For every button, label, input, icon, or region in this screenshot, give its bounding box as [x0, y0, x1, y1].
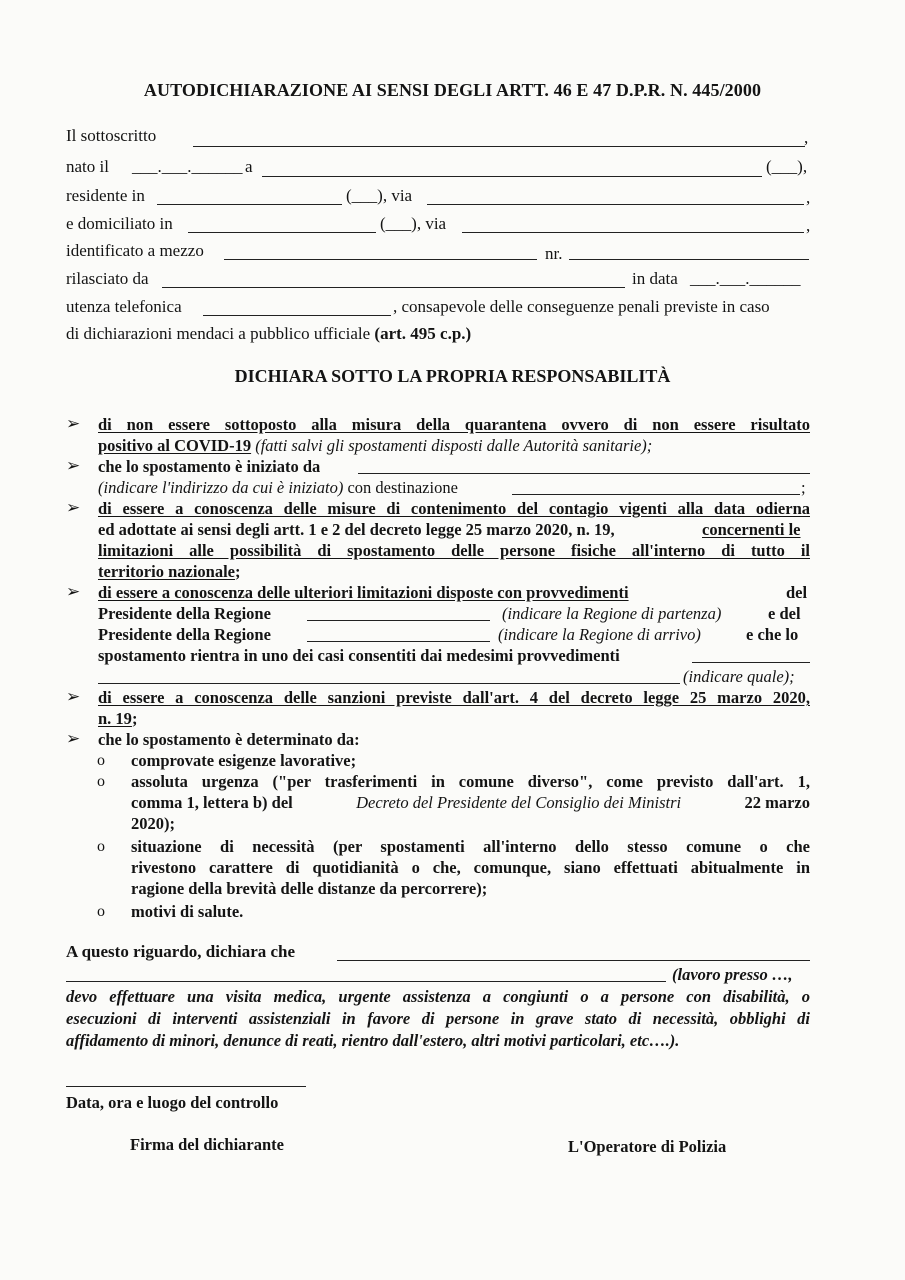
field-residenza[interactable]	[157, 204, 342, 205]
field-data-rilascio[interactable]: ___.___.______	[690, 269, 801, 288]
field-utenza[interactable]	[203, 315, 391, 316]
bullet-4-line-2i: (indicare la Regione di partenza)	[502, 604, 722, 623]
field-data-ora-luogo[interactable]	[66, 1086, 306, 1087]
field-destinazione[interactable]	[512, 494, 800, 495]
bullet-3-line-1: di essere a conoscenza delle misure di contenimento del contagio vigenti alla data odierna	[98, 499, 810, 518]
bullet-3-line-3: limitazioni alle possibilità di spostamento delle persone fisiche all'interno di tutto il	[98, 541, 810, 560]
bullet-4-line-2b: e del	[768, 604, 801, 623]
subitem-4: motivi di salute.	[131, 902, 244, 921]
bullet-2-line-2: (indicare l'indirizzo da cui è iniziato) con destinazione	[98, 478, 458, 497]
circle-bullet-icon: o	[97, 773, 105, 790]
bullet-4-line-2a: Presidente della Regione	[98, 604, 271, 623]
bullet-3-line-2b: concernenti le	[702, 520, 801, 539]
field-numero-documento[interactable]	[569, 259, 809, 260]
subitem-1: comprovate esigenze lavorative;	[131, 751, 357, 770]
subitem-2-line-1: assoluta urgenza ("per trasferimenti in comune diverso", come previsto dall'art. 1,	[131, 772, 810, 791]
subitem-2-line-2: comma 1, lettera b) del Decreto del Presidente del Consiglio dei Ministri 22 marzo	[131, 793, 810, 812]
label-utenza: utenza telefonica	[66, 297, 182, 316]
bullet-4-line-3i: (indicare la Regione di arrivo)	[498, 625, 701, 644]
field-motivazione-cont[interactable]	[66, 981, 666, 982]
field-sottoscritto[interactable]	[193, 146, 805, 147]
arrow-bullet-icon: ➢	[66, 687, 81, 706]
bullet-3-line-2a: ed adottate ai sensi degli artt. 1 e 2 del decreto legge 25 marzo 2020, n. 19,	[98, 520, 615, 539]
field-provvedimento[interactable]	[692, 662, 810, 663]
comma: ,	[806, 188, 811, 207]
circle-bullet-icon: o	[97, 903, 105, 920]
arrow-bullet-icon: ➢	[66, 498, 81, 517]
field-regione-arrivo[interactable]	[307, 641, 490, 642]
text-lavoro-presso: (lavoro presso …,	[672, 965, 793, 984]
subitem-3-line-3: ragione della brevità delle distanze da percorrere);	[131, 879, 488, 898]
text-dichiarazioni: di dichiarazioni mendaci a pubblico ufficiale (art. 495 c.p.)	[66, 324, 472, 343]
label-a: a	[245, 157, 253, 176]
document-title: AUTODICHIARAZIONE AI SENSI DEGLI ARTT. 46 E 47 D.P.R. N. 445/2000	[143, 80, 762, 100]
bullet-4-line-5i: (indicare quale);	[683, 667, 795, 686]
comma: ,	[806, 216, 811, 235]
semicolon: ;	[801, 478, 806, 497]
field-rilasciato-da[interactable]	[162, 287, 625, 288]
field-regione-partenza[interactable]	[307, 620, 490, 621]
label-residente-in: residente in	[66, 186, 145, 205]
bullet-4-line-3a: Presidente della Regione	[98, 625, 271, 644]
bullet-4-line-1a: di essere a conoscenza delle ulteriori limitazioni disposte con provvedimenti	[98, 583, 629, 602]
bullet-1-line-2: positivo al COVID-19 (fatti salvi gli spostamenti disposti dalle Autorità sanitarie);	[98, 436, 653, 455]
field-domicilio-prov[interactable]: (___), via	[380, 214, 447, 233]
field-domicilio-via[interactable]	[462, 232, 804, 233]
bullet-6-line-1: che lo spostamento è determinato da:	[98, 730, 360, 749]
arrow-bullet-icon: ➢	[66, 456, 81, 475]
subitem-2-line-3: 2020);	[131, 814, 175, 833]
arrow-bullet-icon: ➢	[66, 414, 81, 433]
field-residenza-via[interactable]	[427, 204, 804, 205]
field-partenza[interactable]	[358, 473, 810, 474]
label-firma-dichiarante: Firma del dichiarante	[130, 1135, 284, 1154]
label-identificato: identificato a mezzo	[66, 241, 204, 260]
comma: ,	[804, 128, 809, 147]
text-consapevole: , consapevole delle conseguenze penali previste in caso	[393, 297, 770, 316]
bullet-5-line-2: n. 19;	[98, 709, 138, 728]
label-nato-il: nato il	[66, 157, 109, 176]
bullet-4-line-4: spostamento rientra in uno dei casi consentiti dai medesimi provvedimenti	[98, 646, 620, 665]
label-domiciliato-in: e domiciliato in	[66, 214, 173, 233]
subitem-3-line-1: situazione di necessità (per spostamenti all'interno dello stesso comune o che	[131, 837, 810, 856]
field-birth-date[interactable]: ___.___.______	[132, 157, 243, 176]
field-motivazione[interactable]	[337, 960, 810, 961]
circle-bullet-icon: o	[97, 752, 105, 769]
field-domicilio[interactable]	[188, 232, 376, 233]
text-riguardo: A questo riguardo, dichiara che	[66, 942, 296, 961]
subitem-3-line-2: rivestono carattere di quotidianità o che, comunque, siano effettuati abitualmente in	[131, 858, 810, 877]
field-provvedimento-cont[interactable]	[98, 683, 680, 684]
text-motivi-line-3: esecuzioni di interventi assistenziali in favore di persone in grave stato di necessità, obblighi di	[66, 1009, 810, 1028]
label-in-data: in data	[632, 269, 678, 288]
arrow-bullet-icon: ➢	[66, 582, 81, 601]
label-rilasciato-da: rilasciato da	[66, 269, 149, 288]
bullet-4-line-1b: del	[786, 583, 808, 602]
circle-bullet-icon: o	[97, 838, 105, 855]
label-operatore-polizia: L'Operatore di Polizia	[568, 1137, 727, 1156]
field-documento[interactable]	[224, 259, 537, 260]
bullet-3-line-4: territorio nazionale;	[98, 562, 241, 581]
label-data-ora-luogo: Data, ora e luogo del controllo	[66, 1093, 279, 1112]
text-motivi-line-4: affidamento di minori, denunce di reati, rientro dall'estero, altri motivi particolari, etc….).	[66, 1031, 680, 1050]
section-heading: DICHIARA SOTTO LA PROPRIA RESPONSABILITÀ	[234, 366, 671, 386]
label-sottoscritto: Il sottoscritto	[66, 126, 157, 145]
bullet-4-line-3b: e che lo	[746, 625, 799, 644]
text-motivi-line-2: devo effettuare una visita medica, urgente assistenza a congiunti o a persone con disabilità, o	[66, 987, 810, 1006]
field-birth-place[interactable]	[262, 176, 762, 177]
arrow-bullet-icon: ➢	[66, 729, 81, 748]
bullet-2-line-1: che lo spostamento è iniziato da	[98, 457, 321, 476]
bullet-5-line-1: di essere a conoscenza delle sanzioni previste dall'art. 4 del decreto legge 25 marzo 2020,	[98, 688, 810, 707]
field-birth-province[interactable]: (___),	[766, 157, 808, 176]
bullet-1-line-1: di non essere sottoposto alla misura della quarantena ovvero di non essere risultato	[98, 415, 810, 434]
label-nr: nr.	[545, 244, 563, 263]
field-residenza-prov[interactable]: (___), via	[346, 186, 413, 205]
